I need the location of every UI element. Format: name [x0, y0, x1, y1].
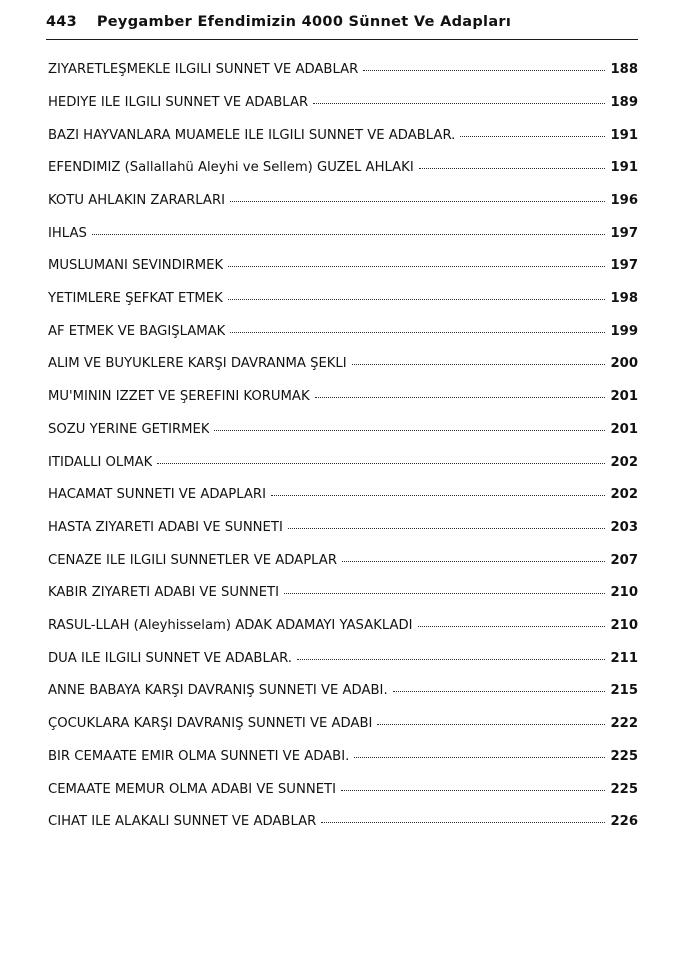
- toc-entry-title: ANNE BABAYA KARŞI DAVRANIŞ SÜNNETİ VE ADABI.: [48, 684, 388, 699]
- toc-leader-dots: [393, 684, 605, 693]
- toc-entry-title: BAZI HAYVANLARA MUAMELE İLE İLGİLİ SÜNNET VE ADÂBLAR.: [48, 128, 456, 143]
- toc-entry-title: İHLAS: [48, 226, 87, 241]
- toc-entry-title: KÖTÜ AHLAKIN ZARARLARI: [48, 193, 226, 208]
- toc-leader-dots: [377, 716, 605, 725]
- toc-leader-dots: [288, 520, 605, 529]
- toc-leader-dots: [352, 357, 605, 366]
- toc-entry[interactable]: [46, 577, 638, 610]
- toc-leader-dots: [363, 62, 605, 71]
- toc-entry[interactable]: [46, 610, 638, 643]
- toc-entry-title: CEMAATE MEMUR OLMA ADABI VE SÜNNETİ: [48, 782, 336, 797]
- toc-leader-dots: [297, 651, 605, 660]
- toc-entry-page-number: 189: [610, 94, 638, 110]
- toc-leader-dots: [313, 95, 605, 104]
- toc-entry[interactable]: [46, 348, 638, 381]
- toc-entry-title: HASTA ZİYARETİ ADABI VE SÜNNETİ: [48, 520, 283, 535]
- toc-entry[interactable]: [46, 316, 638, 349]
- toc-entry-title: YETİMLERE ŞEFKAT ETMEK: [48, 292, 223, 307]
- toc-leader-dots: [157, 455, 605, 464]
- toc-entry-title: BİR CEMAATE EMİR OLMA SÜNNETİ VE ADABI.: [48, 749, 350, 764]
- toc-leader-dots: [92, 226, 605, 235]
- toc-entry-page-number: 199: [610, 323, 638, 339]
- toc-leader-dots: [315, 389, 605, 398]
- toc-entry-page-number: 225: [610, 748, 638, 764]
- toc-leader-dots: [230, 324, 605, 333]
- toc-entry-page-number: 210: [610, 618, 638, 634]
- toc-entry-title: MÜ'MİNİN İZZET VE ŞEREFİNİ KORUMAK: [48, 390, 310, 405]
- toc-entry[interactable]: [46, 545, 638, 578]
- toc-entry[interactable]: [46, 741, 638, 774]
- toc-leader-dots: [341, 782, 605, 791]
- toc-entry[interactable]: [46, 119, 638, 152]
- toc-entry[interactable]: [46, 806, 638, 839]
- toc-entry-title: CİHAT İLE ALAKALI SÜNNET VE ADABLAR: [48, 815, 317, 830]
- toc-entry[interactable]: [46, 512, 638, 545]
- toc-leader-dots: [460, 128, 605, 137]
- toc-leader-dots: [228, 291, 605, 300]
- toc-entry-page-number: 202: [610, 487, 638, 503]
- toc-leader-dots: [284, 585, 605, 594]
- toc-entry-page-number: 198: [610, 291, 638, 307]
- toc-entry-page-number: 210: [610, 585, 638, 601]
- toc-entry-page-number: 226: [610, 814, 638, 830]
- toc-entry-page-number: 197: [610, 258, 638, 274]
- toc-entry[interactable]: [46, 87, 638, 120]
- toc-entry[interactable]: [46, 479, 638, 512]
- toc-entry[interactable]: [46, 250, 638, 283]
- toc-entry[interactable]: [46, 414, 638, 447]
- toc-leader-dots: [419, 160, 605, 169]
- toc-entry-title: ZİYARETLEŞMEKLE İLGİLİ SÜNNET VE ADÂBLAR: [48, 63, 359, 78]
- toc-entry-page-number: 188: [610, 62, 638, 78]
- toc-entry-title: MÜSLÜMANI SEVİNDİRMEK: [48, 259, 224, 274]
- book-title: Peygamber Efendimizin 4000 Sünnet Ve Adapları: [96, 14, 512, 30]
- toc-entry-page-number: 202: [610, 454, 638, 470]
- toc-entry-title: HACAMAT SÜNNETİ VE ADAPLARI: [48, 488, 266, 503]
- toc-entry-page-number: 201: [610, 389, 638, 405]
- toc-entry-title: KABİR ZİYARETİ ADABI VE SÜNNETİ: [48, 586, 280, 601]
- toc-leader-dots: [228, 258, 605, 267]
- toc-entry-title: ALİM VE BÜYÜKLERE KARŞI DAVRANMA ŞEKLİ: [48, 357, 347, 372]
- toc-entry-page-number: 215: [610, 683, 638, 699]
- page-header: [46, 14, 638, 39]
- toc-entry[interactable]: [46, 446, 638, 479]
- toc-entry-title: DUA İLE İLGİLİ SÜNNET VE ÂDABLÂR.: [48, 651, 293, 666]
- toc-entry-title: SÖZÜ YERİNE GETİRMEK: [48, 422, 210, 437]
- toc-entry-page-number: 203: [610, 519, 638, 535]
- toc-entry-page-number: 211: [610, 650, 638, 666]
- toc-entry-title: AF ETMEK VE BAĞIŞLAMAK: [48, 324, 226, 339]
- toc-leader-dots: [214, 422, 605, 431]
- toc-entry-title: RASUL-LLAH (Aleyhisselam) ADAK ADAMAYI YASAKLADI: [48, 619, 413, 634]
- toc-entry[interactable]: [46, 643, 638, 676]
- toc-entry-page-number: 191: [610, 127, 638, 143]
- toc-entry-page-number: 225: [610, 781, 638, 797]
- toc-entry[interactable]: [46, 381, 638, 414]
- toc-entry-title: CENAZE İLE İLGİLİ SÜNNETLER VE ADAPLAR: [48, 553, 337, 568]
- toc-leader-dots: [418, 618, 605, 627]
- toc-entry[interactable]: [46, 708, 638, 741]
- toc-entry[interactable]: [46, 218, 638, 251]
- toc-entry-page-number: 201: [610, 421, 638, 437]
- toc-entry-title: HEDİYE İLE İLGİLİ SÜNNET VE ADÂBLAR: [48, 95, 309, 110]
- toc-entry-title: EFENDİMİZ (Sallallahü Aleyhi ve Sellem) GÜZEL AHLÂKI: [48, 161, 414, 176]
- table-of-contents: [46, 54, 638, 839]
- toc-entry-page-number: 197: [610, 225, 638, 241]
- toc-leader-dots: [230, 193, 605, 202]
- toc-entry[interactable]: [46, 675, 638, 708]
- toc-entry[interactable]: [46, 185, 638, 218]
- page-number: 443: [46, 14, 77, 30]
- toc-entry-title: ÇOCUKLARA KARŞI DAVRANIŞ SÜNNETİ VE ADABI: [48, 717, 373, 732]
- toc-leader-dots: [354, 749, 605, 758]
- toc-entry-page-number: 200: [610, 356, 638, 372]
- toc-leader-dots: [342, 553, 605, 562]
- toc-entry-title: İTİDALLİ OLMAK: [48, 455, 153, 470]
- toc-entry[interactable]: [46, 152, 638, 185]
- toc-leader-dots: [271, 487, 605, 496]
- toc-entry[interactable]: [46, 283, 638, 316]
- toc-entry[interactable]: [46, 773, 638, 806]
- toc-leader-dots: [321, 814, 605, 823]
- header-divider: [46, 39, 638, 40]
- toc-entry-page-number: 207: [610, 552, 638, 568]
- toc-entry-page-number: 222: [610, 716, 638, 732]
- toc-entry-page-number: 196: [610, 192, 638, 208]
- toc-entry[interactable]: [46, 54, 638, 87]
- toc-entry-page-number: 191: [610, 160, 638, 176]
